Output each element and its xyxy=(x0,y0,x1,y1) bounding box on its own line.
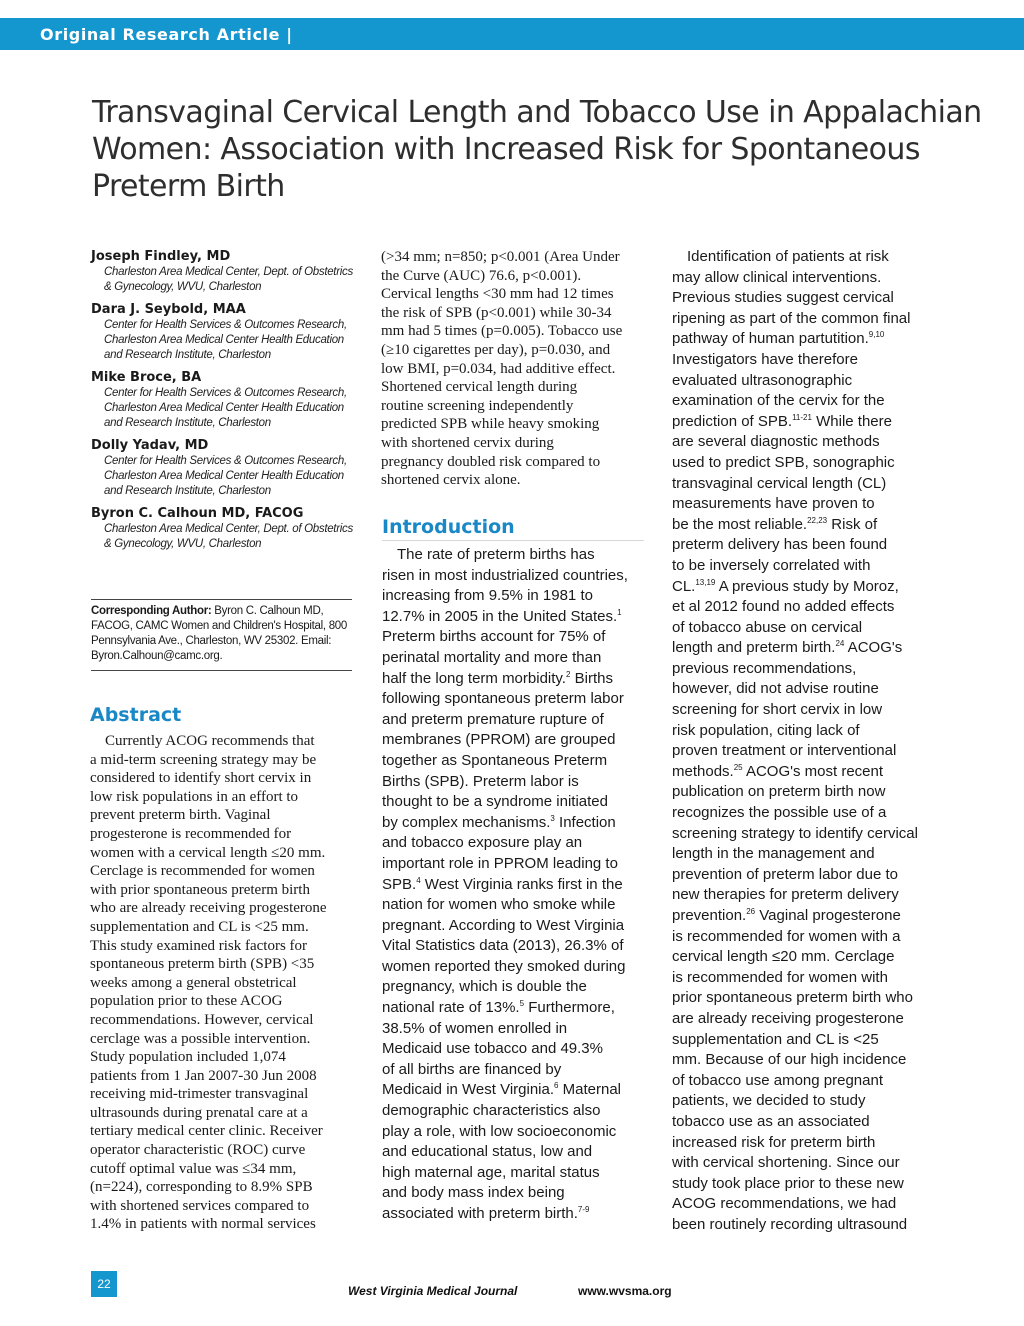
title-line: Women: Association with Increased Risk for Spontaneous xyxy=(92,132,920,167)
text-line: examination of the cervix for the xyxy=(672,392,885,410)
text-line: is recommended for women with a xyxy=(672,927,901,945)
text-line: half the long term morbidity.$^2$ Births xyxy=(382,669,613,687)
text-line: progesterone is recommended for xyxy=(90,825,292,842)
article-title xyxy=(92,94,982,205)
text-line: with prior spontaneous preterm birth xyxy=(90,881,310,898)
citation-superscript: 11-21 xyxy=(792,412,812,422)
text-line: Vital Statistics data (2013), 26.3% of xyxy=(382,937,624,955)
text-line: risk population, citing lack of xyxy=(672,721,860,739)
text-line: low BMI, p=0.034, had additive effect. xyxy=(381,360,616,377)
text-line: new therapies for preterm delivery xyxy=(672,886,899,904)
affiliation-line: and Research Institute, Charleston xyxy=(104,485,271,497)
citation-superscript: 13,19 xyxy=(695,577,716,587)
text-line: and tobacco exposure play an xyxy=(382,834,583,852)
text-line: however, did not advise routine xyxy=(672,680,879,698)
text-line: Study population included 1,074 xyxy=(90,1049,286,1066)
text-line: recognizes the possible use of a xyxy=(672,804,887,822)
text-line: with shortened cervix during xyxy=(381,434,554,451)
affiliation-line: Charleston Area Medical Center Health Education xyxy=(104,470,344,482)
text-line: the risk of SPB (p<0.001) while 30-34 xyxy=(381,304,612,321)
text-line: membranes (PPROM) are grouped xyxy=(382,731,616,749)
citation-superscript: 6 xyxy=(554,1081,559,1091)
text-line: cervical length ≤20 mm. Cerclage xyxy=(672,948,895,966)
abstract-heading: Abstract xyxy=(90,704,182,726)
citation-superscript: 22,23 xyxy=(807,515,828,525)
text-line: methods.$^{25}$ ACOG's most recent xyxy=(672,762,884,780)
text-line: (>34 mm; n=850; p<0.001 (Area Under xyxy=(381,249,620,265)
corresponding-name: Byron C. Calhoun MD, xyxy=(211,605,324,617)
text-line: prevention of preterm labor due to xyxy=(672,865,898,883)
citation-superscript: 3 xyxy=(550,813,555,823)
page-number: 22 xyxy=(91,1271,117,1297)
text-line: of all births are financed by xyxy=(382,1060,562,1078)
text-line: been routinely recording ultrasound xyxy=(672,1215,908,1233)
section-banner xyxy=(0,18,1024,50)
text-line: is recommended for women with xyxy=(672,968,888,986)
text-line: 1.4% in patients with normal services xyxy=(90,1216,316,1233)
text-line: Births (SPB). Preterm labor is xyxy=(382,772,579,790)
citation-superscript: 26 xyxy=(746,907,756,916)
text-line: prevention.$^{26}$ Vaginal progesterone xyxy=(672,907,901,924)
text-line: to be inversely correlated with xyxy=(672,556,871,574)
text-line: ripening as part of the common final xyxy=(672,309,911,327)
text-line: tertiary medical center clinic. Receiver xyxy=(90,1123,323,1140)
title-line: Preterm Birth xyxy=(92,169,285,204)
text-line: are several diagnostic methods xyxy=(672,433,880,451)
citation-superscript: 5 xyxy=(519,999,525,1009)
text-line: study took place prior to these new xyxy=(672,1174,904,1192)
text-line: important role in PPROM leading to xyxy=(382,854,618,872)
text-line: Medicaid use tobacco and 49.3% xyxy=(382,1040,603,1058)
corresponding-line: Byron.Calhoun@camc.org. xyxy=(91,650,223,662)
text-line: pathway of human partutition.$^{9,10}$ xyxy=(672,330,885,348)
text-line: transvaginal cervical length (CL) xyxy=(672,474,887,492)
text-line: population prior to these ACOG xyxy=(90,993,283,1010)
text-line: thought to be a syndrome initiated xyxy=(382,793,608,811)
text-line: mm. Because of our high incidence xyxy=(672,1051,907,1069)
banner-label: Original Research Article | xyxy=(40,25,293,44)
text-line: operator characteristic (ROC) curve xyxy=(90,1142,306,1159)
text-line: pregnancy doubled risk compared to xyxy=(381,453,601,470)
text-line: national rate of 13%.$^5$ Furthermore, xyxy=(382,999,615,1017)
corresponding-line: FACOG, CAMC Women and Children's Hospital, 800 xyxy=(91,620,347,632)
author-entry xyxy=(91,301,355,363)
text-line: Preterm births account for 75% of xyxy=(382,628,606,646)
citation-superscript: 9,10 xyxy=(868,330,885,340)
affiliation-line: Charleston Area Medical Center Health Education xyxy=(104,402,344,414)
text-line: supplementation and CL is <25 xyxy=(672,1030,879,1048)
text-line: prevent preterm birth. Vaginal xyxy=(90,807,271,824)
text-line: proven treatment or interventional xyxy=(672,742,897,760)
text-line: Previous studies suggest cervical xyxy=(672,289,894,307)
text-line: pregnancy, which is double the xyxy=(382,978,587,996)
text-line: routine screening independently xyxy=(381,397,574,414)
author-entry xyxy=(91,369,355,431)
author-affiliation xyxy=(91,386,355,431)
affiliation-line: Charleston Area Medical Center, Dept. of Obstetrics xyxy=(104,523,353,535)
introduction-body xyxy=(382,545,652,1225)
author-entry xyxy=(91,505,355,552)
text-line: used to predict SPB, sonographic xyxy=(672,453,895,471)
text-line: considered to identify short cervix in xyxy=(90,770,312,787)
text-line: et al 2012 found no added effects xyxy=(672,598,895,616)
text-line: spontaneous preterm birth (SPB) <35 xyxy=(90,956,315,973)
text-line: length in the management and xyxy=(672,845,875,863)
affiliation-line: & Gynecology, WVU, Charleston xyxy=(104,538,262,550)
text-line: patients, we decided to study xyxy=(672,1092,866,1110)
author-name: Dara J. Seybold, MAA xyxy=(91,302,246,317)
text-line: may allow clinical interventions. xyxy=(672,268,882,286)
citation-superscript: 4 xyxy=(416,875,421,885)
affiliation-line: Center for Health Services & Outcomes Research, xyxy=(104,387,347,399)
text-line: with shortened services compared to xyxy=(90,1197,310,1214)
column-three-body xyxy=(672,247,942,1236)
text-line: high maternal age, marital status xyxy=(382,1163,600,1181)
affiliation-line: Charleston Area Medical Center Health Education xyxy=(104,334,344,346)
text-line: (n=224), corresponding to 8.9% SPB xyxy=(90,1179,313,1196)
affiliation-line: Center for Health Services & Outcomes Research, xyxy=(104,455,347,467)
author-name: Dolly Yadav, MD xyxy=(91,438,209,453)
affiliation-line: and Research Institute, Charleston xyxy=(104,417,271,429)
text-line: of tobacco abuse on cervical xyxy=(672,618,863,636)
text-line: (≥10 cigarettes per day), p=0.030, and xyxy=(381,341,611,358)
citation-superscript: 2 xyxy=(565,669,571,679)
author-affiliation xyxy=(91,265,355,295)
text-line: shortened cervix alone. xyxy=(381,472,521,489)
text-line: Medicaid in West Virginia.$^6$ Maternal xyxy=(382,1081,622,1099)
affiliation-line: Charleston Area Medical Center, Dept. of Obstetrics xyxy=(104,266,353,278)
text-line: pregnant. According to West Virginia xyxy=(382,916,625,934)
text-line: supplementation and CL is <25 mm. xyxy=(90,918,309,935)
text-line: measurements have proven to xyxy=(672,495,875,513)
text-line: This study examined risk factors for xyxy=(90,937,308,954)
text-line: by complex mechanisms.$^3$ Infection xyxy=(382,813,616,831)
affiliation-line: Center for Health Services & Outcomes Research, xyxy=(104,319,347,331)
corresponding-label: Corresponding Author: xyxy=(91,605,212,617)
text-line: The rate of preterm births has xyxy=(397,546,595,563)
text-line: ACOG recommendations, we had xyxy=(672,1195,897,1213)
author-name: Mike Broce, BA xyxy=(91,370,202,385)
text-line: following spontaneous preterm labor xyxy=(382,690,624,708)
introduction-heading: Introduction xyxy=(382,516,644,541)
text-line: demographic characteristics also xyxy=(382,1102,601,1120)
text-line: preterm delivery has been found xyxy=(672,536,888,554)
title-line: Transvaginal Cervical Length and Tobacco Use in Appalachian xyxy=(92,95,982,130)
author-name: Joseph Findley, MD xyxy=(91,249,231,264)
text-line: 38.5% of women enrolled in xyxy=(382,1019,568,1037)
text-line: Investigators have therefore xyxy=(672,350,858,368)
citation-superscript: 7-9 xyxy=(577,1205,590,1214)
text-line: perinatal mortality and more than xyxy=(382,648,602,666)
text-line: with cervical shortening. Since our xyxy=(672,1154,900,1172)
corresponding-author-box xyxy=(91,599,352,671)
text-line: play a role, with low socioeconomic xyxy=(382,1122,617,1140)
text-line: be the most reliable.$^{22,23}$ Risk of xyxy=(672,515,878,533)
text-line: cutoff optimal value was ≤34 mm, xyxy=(90,1160,297,1177)
text-line: nation for women who smoke while xyxy=(382,896,616,914)
text-line: associated with preterm birth.$^{7-9}$ xyxy=(382,1205,590,1222)
text-line: weeks among a general obstetrical xyxy=(90,974,297,991)
text-line: tobacco use as an associated xyxy=(672,1112,870,1130)
text-line: a mid-term screening strategy may be xyxy=(90,751,317,768)
text-line: receiving mid-trimester transvaginal xyxy=(90,1086,309,1103)
citation-superscript: 25 xyxy=(733,762,743,772)
text-line: mm had 5 times (p=0.005). Tobacco use xyxy=(381,323,623,340)
text-line: ultrasounds during prenatal care at a xyxy=(90,1104,308,1121)
text-line: SPB.$^4$ West Virginia ranks first in the xyxy=(382,875,623,893)
text-line: publication on preterm birth now xyxy=(672,783,886,801)
text-line: and preterm premature rupture of xyxy=(382,710,604,728)
author-affiliation xyxy=(91,318,355,363)
text-line: evaluated ultrasonographic xyxy=(672,371,853,389)
journal-website: www.wvsma.org xyxy=(578,1284,672,1298)
text-line: low risk populations in an effort to xyxy=(90,788,299,805)
text-line: screening for short cervix in low xyxy=(672,701,883,719)
text-line: Cerclage is recommended for women xyxy=(90,863,315,880)
corresponding-line: Pennsylvania Ave., Charleston, WV 25302. Email: xyxy=(91,635,332,647)
text-line: patients from 1 Jan 2007-30 Jun 2008 xyxy=(90,1067,317,1084)
text-line: increased risk for preterm birth xyxy=(672,1133,876,1151)
text-line: women with a cervical length ≤20 mm. xyxy=(90,844,326,861)
citation-superscript: 1 xyxy=(617,607,622,617)
author-entry xyxy=(91,248,355,295)
author-affiliation xyxy=(91,522,355,552)
text-line: women reported they smoked during xyxy=(382,957,626,975)
text-line: the Curve (AUC) 76.6, p<0.001). xyxy=(381,267,582,284)
text-line: and educational status, low and xyxy=(382,1143,593,1161)
text-line: screening strategy to identify cervical xyxy=(672,824,918,842)
author-entry xyxy=(91,437,355,499)
citation-superscript: 24 xyxy=(835,639,845,649)
text-line: are already receiving progesterone xyxy=(672,1009,904,1027)
text-line: risen in most industrialized countries, xyxy=(382,566,628,584)
affiliation-line: & Gynecology, WVU, Charleston xyxy=(104,281,262,293)
text-line: increasing from 9.5% in 1981 to xyxy=(382,587,593,605)
text-line: cerclage was a possible intervention. xyxy=(90,1030,311,1047)
text-line: Shortened cervical length during xyxy=(381,379,578,396)
text-line: 12.7% in 2005 in the United States.$^1$ xyxy=(382,607,622,625)
text-line: of tobacco use among pregnant xyxy=(672,1071,883,1089)
text-line: together as Spontaneous Preterm xyxy=(382,751,608,769)
text-line: recommendations. However, cervical xyxy=(90,1011,314,1028)
text-line: length and preterm birth.$^{24}$ ACOG's xyxy=(672,639,903,657)
text-line: Cervical lengths <30 mm had 12 times xyxy=(381,286,614,303)
text-line: prediction of SPB.$^{11-21}$ While there xyxy=(672,412,892,430)
text-line: prior spontaneous preterm birth who xyxy=(672,989,913,1007)
text-line: Currently ACOG recommends that xyxy=(105,733,315,749)
text-line: predicted SPB while heavy smoking xyxy=(381,416,600,433)
text-line: and body mass index being xyxy=(382,1184,565,1202)
corresponding-line xyxy=(91,604,352,619)
abstract-body xyxy=(90,732,355,1234)
author-name: Byron C. Calhoun MD, FACOG xyxy=(91,506,304,521)
text-line: CL.$^{13,19}$ A previous study by Moroz, xyxy=(672,577,899,595)
author-affiliation xyxy=(91,454,355,499)
abstract-body-continued xyxy=(381,248,646,490)
text-line: who are already receiving progesterone xyxy=(90,900,327,917)
author-list xyxy=(91,248,355,558)
affiliation-line: and Research Institute, Charleston xyxy=(104,349,271,361)
text-line: Identification of patients at risk xyxy=(687,248,889,265)
text-line: previous recommendations, xyxy=(672,659,857,677)
journal-name: West Virginia Medical Journal xyxy=(348,1284,518,1298)
